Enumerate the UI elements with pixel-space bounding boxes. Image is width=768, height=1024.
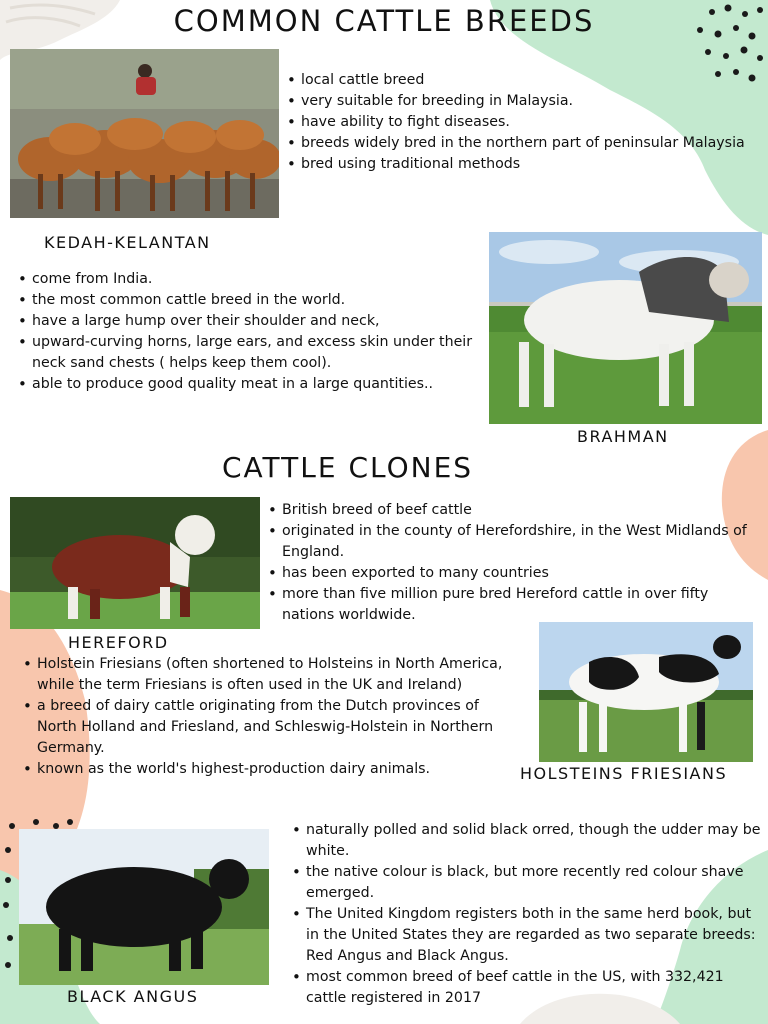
bullet-item: • known as the world's highest-production dairy animals. (21, 759, 513, 780)
bullet-item: • naturally polled and solid black orred, though the udder may be white. (290, 820, 762, 862)
bullet-item: • has been exported to many countries (266, 563, 758, 584)
brahman-caption: BRAHMAN (577, 427, 669, 446)
hereford-photo (10, 497, 260, 629)
section-title-cattle-clones: CATTLE CLONES (222, 451, 474, 484)
bullet-item: • the most common cattle breed in the world. (16, 290, 488, 311)
bullet-item: • the native colour is black, but more recently red colour shave emerged. (290, 862, 762, 904)
bullet-item: • British breed of beef cattle (266, 500, 758, 521)
bullet-item: • a breed of dairy cattle originating from the Dutch provinces of North Holland and Friesland, and Schleswig-Holstein in Northern Germany. (21, 696, 513, 759)
bullet-item: • have a large hump over their shoulder and neck, (16, 311, 488, 332)
brahman-photo (489, 232, 762, 424)
holsteins-friesians-photo (539, 622, 753, 762)
hereford-caption: HEREFORD (68, 633, 169, 652)
kedah-kelantan-caption: KEDAH-KELANTAN (44, 233, 211, 252)
bullet-item: • bred using traditional methods (285, 154, 745, 175)
bullet-item: • able to produce good quality meat in a large quantities.. (16, 374, 488, 395)
bullet-item: • most common breed of beef cattle in the US, with 332,421 cattle registered in 2017 (290, 967, 762, 1009)
bullet-item: • The United Kingdom registers both in the same herd book, but in the United States they are regarded as two separate breeds: Red Angus and Black Angus. (290, 904, 762, 967)
bullet-item: • breeds widely bred in the northern part of peninsular Malaysia (285, 133, 745, 154)
bullet-item: • local cattle breed (285, 70, 745, 91)
hereford-bullets (266, 500, 758, 626)
holsteins-friesians-bullets (21, 654, 513, 780)
brahman-bullets (16, 269, 488, 395)
kedah-kelantan-bullets (285, 70, 745, 175)
bullet-item: • have ability to fight diseases. (285, 112, 745, 133)
black-angus-bullets (290, 820, 762, 1009)
bullet-item: • more than five million pure bred Hereford cattle in over fifty nations worldwide. (266, 584, 758, 626)
kedah-kelantan-photo (10, 49, 279, 218)
holsteins-friesians-caption: HOLSTEINS FRIESIANS (520, 764, 728, 783)
black-angus-caption: BLACK ANGUS (67, 987, 199, 1006)
bullet-item: • very suitable for breeding in Malaysia. (285, 91, 745, 112)
bullet-item: • upward-curving horns, large ears, and excess skin under their neck sand chests ( helps keep them cool). (16, 332, 488, 374)
bullet-item: • come from India. (16, 269, 488, 290)
black-angus-photo (19, 829, 269, 985)
bullet-item: • Holstein Friesians (often shortened to Holsteins in North America, while the term Friesians is often used in the UK and Ireland) (21, 654, 513, 696)
page-title: COMMON CATTLE BREEDS (173, 4, 595, 38)
bullet-item: • originated in the county of Herefordshire, in the West Midlands of England. (266, 521, 758, 563)
